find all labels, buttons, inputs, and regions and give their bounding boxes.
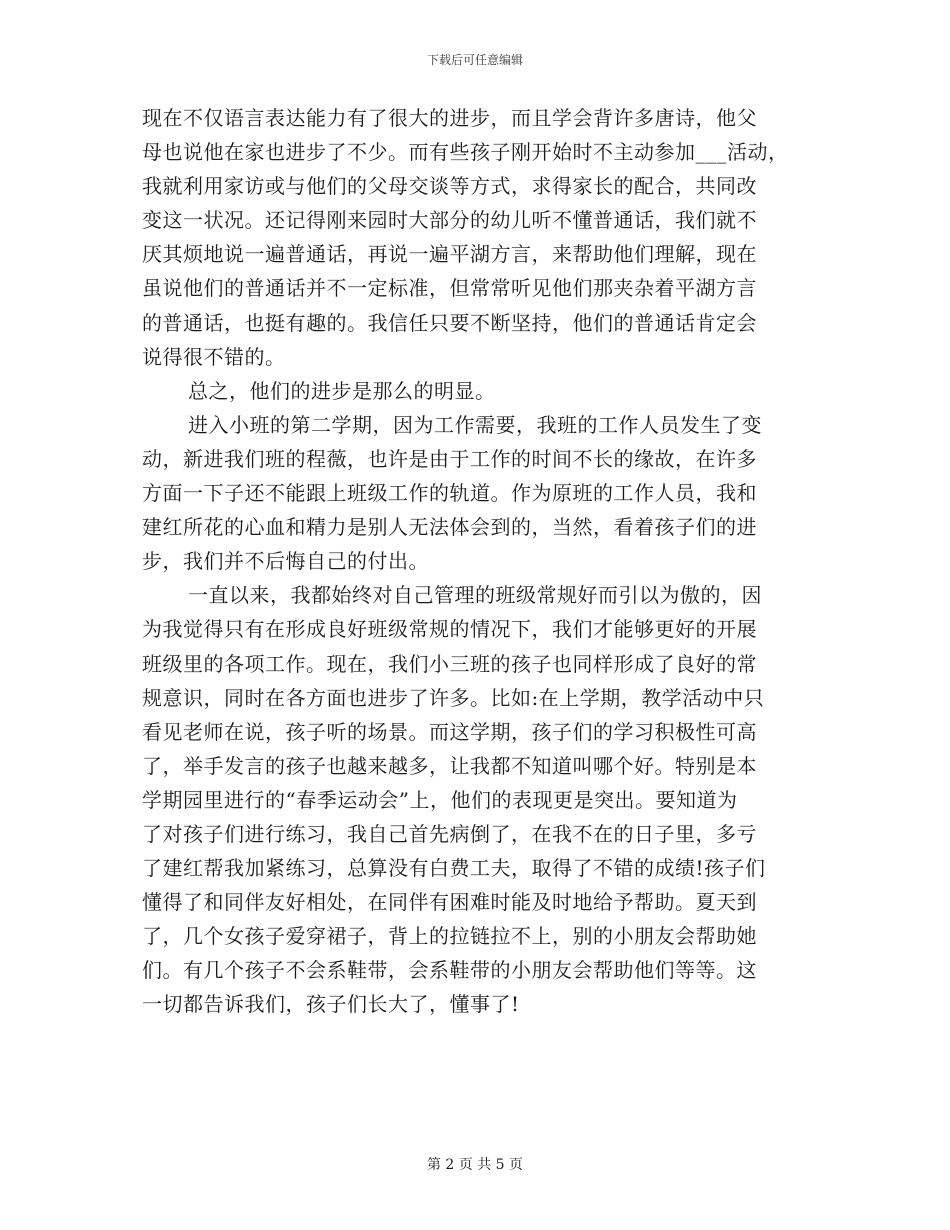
paragraph-4	[142, 578, 822, 1021]
paragraph-line: 母也说他在家也进步了不少。而有些孩子刚开始时不主动参加___活动，	[142, 140, 789, 165]
paragraph-3	[142, 408, 822, 578]
paragraph-line: 步，我们并不后悔自己的付出。	[142, 549, 429, 574]
paragraph-line: 现在不仅语言表达能力有了很大的进步，而且学会背许多唐诗，他父	[142, 106, 757, 130]
paragraph-line: 规意识，同时在各方面也进步了许多。比如:在上学期，教学活动中只	[142, 685, 765, 710]
paragraph-line: 进入小班的第二学期，因为工作需要，我班的工作人员发生了变	[188, 412, 762, 437]
paragraph-line: 学期园里进行的“春季运动会”上，他们的表现更是突出。要知道为	[142, 787, 738, 812]
paragraph-line: 看见老师在说，孩子听的场景。而这学期，孩子们的学习积极性可高	[142, 719, 757, 744]
paragraph-line: 了对孩子们进行练习，我自己首先病倒了，在我不在的日子里，多亏	[142, 821, 757, 846]
paragraph-line: 变这一状况。还记得刚来园时大部分的幼儿听不懂普通话，我们就不	[142, 208, 757, 233]
paragraph-line: 建红所花的心血和精力是别人无法体会到的，当然，看着孩子们的进	[142, 515, 757, 540]
paragraph-line: 我就利用家访或与他们的父母交谈等方式，求得家长的配合，共同改	[142, 174, 757, 199]
paragraph-line: 了，举手发言的孩子也越来越多，让我都不知道叫哪个好。特别是本	[142, 753, 757, 778]
paragraph-line: 了，几个女孩子爱穿裙子，背上的拉链拉不上，别的小朋友会帮助她	[142, 924, 757, 949]
document-body	[142, 101, 822, 1022]
paragraph-line: 方面一下子还不能跟上班级工作的轨道。作为原班的工作人员，我和	[142, 481, 757, 506]
paragraph-1	[142, 101, 822, 374]
paragraph-line: 厌其烦地说一遍普通话，再说一遍平湖方言，来帮助他们理解，现在	[142, 242, 757, 267]
paragraph-line: 总之，他们的进步是那么的明显。	[188, 378, 496, 403]
paragraph-line: 一切都告诉我们，孩子们长大了，懂事了!	[142, 992, 520, 1017]
paragraph-line: 们。有几个孩子不会系鞋带，会系鞋带的小朋友会帮助他们等等。这	[142, 958, 757, 983]
page-footer: 第 2 页 共 5 页	[426, 1157, 524, 1173]
paragraph-line: 虽说他们的普通话并不一定标准，但常常听见他们那夹杂着平湖方言	[142, 276, 757, 301]
paragraph-line: 的普通话，也挺有趣的。我信任只要不断坚持，他们的普通话肯定会	[142, 310, 757, 335]
paragraph-line: 班级里的各项工作。现在，我们小三班的孩子也同样形成了良好的常	[142, 651, 757, 676]
paragraph-line: 为我觉得只有在形成良好班级常规的情况下，我们才能够更好的开展	[142, 617, 757, 642]
paragraph-2	[142, 374, 822, 408]
paragraph-line: 说得很不错的。	[142, 344, 286, 369]
paragraph-line: 懂得了和同伴友好相处，在同伴有困难时能及时地给予帮助。夏天到	[142, 890, 757, 915]
paragraph-line: 动，新进我们班的程薇，也许是由于工作的时间不长的缘故，在许多	[142, 446, 757, 471]
page-header: 下载后可任意编辑	[426, 53, 523, 67]
paragraph-line: 了建红帮我加紧练习，总算没有白费工夫，取得了不错的成绩!孩子们	[142, 856, 766, 881]
paragraph-line: 一直以来，我都始终对自己管理的班级常规好而引以为傲的，因	[188, 583, 762, 608]
